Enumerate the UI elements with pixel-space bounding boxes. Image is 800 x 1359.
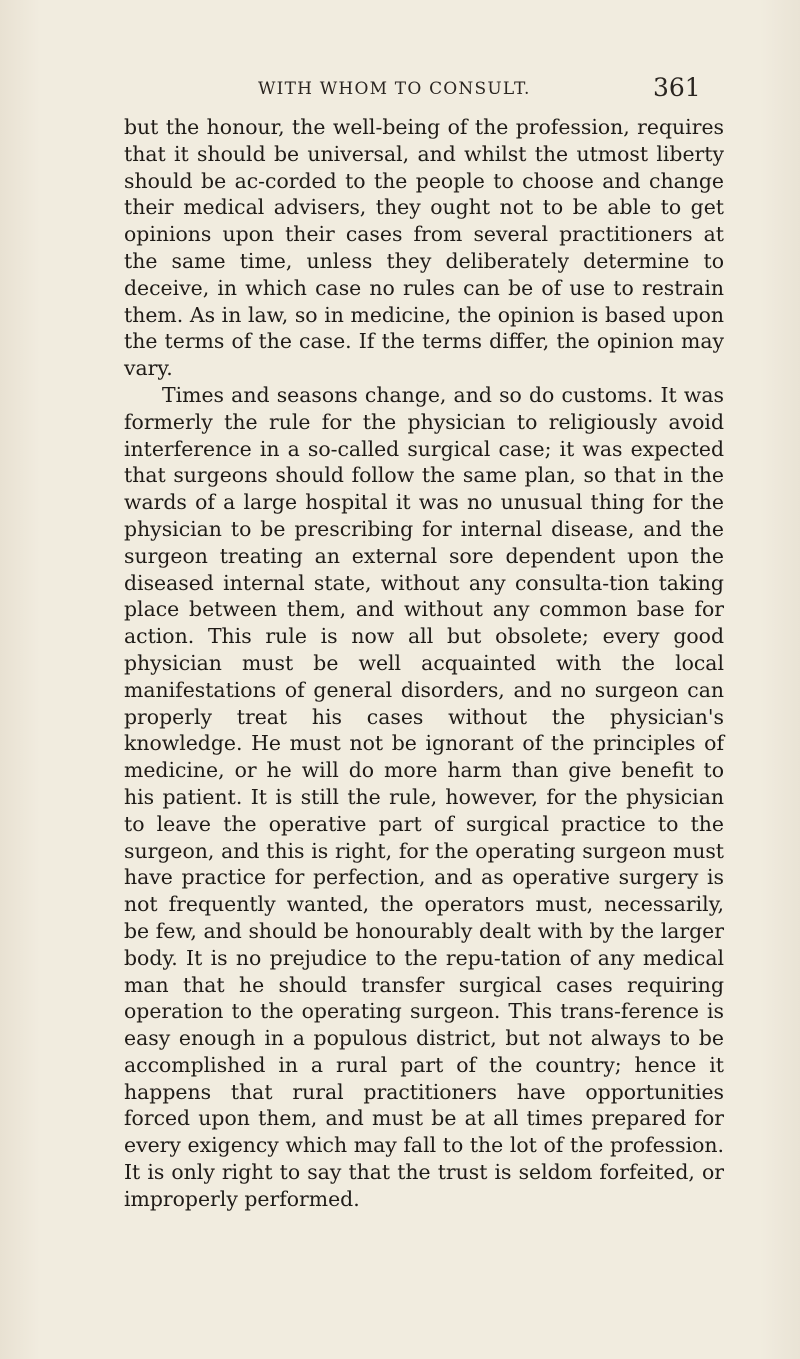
paragraph-times-and-seasons: Times and seasons change, and so do customs. It was formerly the rule for the physician to religiously avoid interference in a so-called surgical case; it was expected that surgeons should follow the same plan, so that in the wards of a large hospital it was no unusual thing for the physician to be prescribing for internal disease, and the surgeon treating an external sore dependent upon the diseased internal state, without any consulta-tion taking place between them, and without any common base for action. This rule is now all but obsolete; every good physician must be well acquainted with the local manifestations of general disorders, and no surgeon can properly treat his cases without the physician's knowledge. He must not be ignorant of the principles of medicine, or he will do more harm than give benefit to his patient. It is still the rule, however, for the physician to leave the operative part of surgical practice to the surgeon, and this is right, for the operating surgeon must have practice for perfection, and as operative surgery is not frequently wanted, the operators must, necessarily, be few, and should be honourably dealt with by the larger body. It is no prejudice to the repu-tation of any medical man that he should transfer surgical cases requiring operation to the operating surgeon. This trans-ference is easy enough in a populous district, but not always to be accomplished in a rural part of the country; hence it happens that rural practitioners have opportunities forced upon them, and must be at all times prepared for every exigency which may fall to the lot of the profession. It is only right to say that the trust is seldom forfeited, or improperly performed. bbox=[124, 382, 724, 1211]
page-number: 361 bbox=[653, 73, 701, 102]
running-title: WITH WHOM TO CONSULT. bbox=[258, 79, 531, 99]
body-text bbox=[124, 114, 724, 1213]
running-head bbox=[0, 73, 800, 103]
paragraph-continued: but the honour, the well-being of the profession, requires that it should be universal, and whilst the utmost liberty should be ac-corded to the people to choose and change their medical advisers, they ought not to be able to get opinions upon their cases from several practitioners at the same time, unless they deliberately determine to deceive, in which case no rules can be of use to restrain them. As in law, so in medicine, the opinion is based upon the terms of the case. If the terms differ, the opinion may vary. bbox=[124, 115, 724, 381]
